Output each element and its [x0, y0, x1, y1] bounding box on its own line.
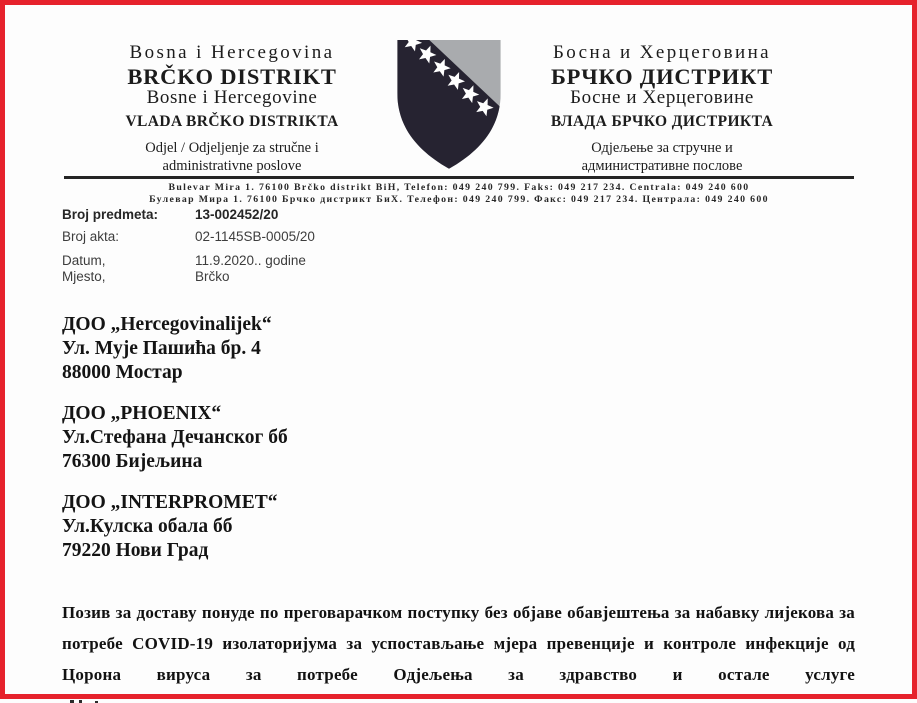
country-name-cyrillic: Босна и Херцеговина [552, 42, 771, 63]
recipient-city: 88000 Мостар [62, 362, 183, 383]
case-metadata [62, 207, 315, 284]
header-divider-rule [64, 176, 854, 179]
act-number-label: Broj akta: [62, 229, 120, 244]
recipient-name: ДОО „Hercegovinalijek“ [62, 314, 272, 335]
date-label: Datum, [62, 253, 106, 268]
recipient-hercegovinalijek [62, 313, 288, 385]
government-name-cyrillic: ВЛАДА БРЧКО ДИСТРИКТА [550, 113, 774, 130]
place-label: Mjesto, [62, 269, 106, 284]
recipient-name: ДОО „PHOENIX“ [62, 403, 222, 424]
recipient-name: ДОО „INTERPROMET“ [62, 492, 278, 513]
subject-paragraph: Позив за доставу понуде по преговарачком поступку без објаве обавјештења за набавку лијекова за потребе COVID-19 изолаторијума за успостављање мјера превенције и контроле инфекције од Цорона вируса за потребе Одјељења за здравство и остале услуге [62, 603, 855, 684]
act-number-row [62, 229, 315, 244]
recipient-street: Ул. Мује Пашића бр. 4 [62, 338, 261, 359]
place-value: Brčko [195, 269, 230, 284]
department-line1-cyrillic: Одјељење за стручне и [591, 140, 733, 156]
case-number-value: 13-002452/20 [195, 207, 279, 222]
case-number-label: Broj predmeta: [62, 207, 159, 222]
recipient-street: Ул.Кулска обала бб [62, 516, 233, 537]
place-row [62, 269, 315, 284]
contact-info [62, 182, 856, 205]
recipient-street: Ул.Стефана Дечанског бб [62, 427, 288, 448]
recipient-phoenix [62, 402, 288, 474]
recipient-list [62, 313, 288, 580]
recipient-city: 79220 Нови Град [62, 540, 209, 561]
coat-of-arms-shield-stars-icon [394, 37, 504, 179]
case-number-row [62, 207, 315, 222]
header-cyrillic [503, 42, 821, 175]
date-row [62, 253, 315, 268]
date-value: 11.9.2020.. godine [195, 253, 306, 268]
government-name-latin: VLADA BRČKO DISTRIKTA [125, 113, 339, 130]
recipient-interpromet [62, 491, 288, 563]
district-sub-cyrillic: Босне и Херцеговине [570, 87, 754, 108]
department-line2-latin: administrativne poslove [162, 158, 302, 174]
contact-line-cyrillic: Булевар Мира 1. 76100 Брчко дистрикт БиХ. Телефон: 049 240 799. Факс: 049 217 234. Централа: 049 240 600 [149, 193, 769, 205]
district-name-latin: BRČKO DISTRIKT [127, 64, 337, 89]
country-name-latin: Bosna i Hercegovina [129, 42, 335, 63]
district-sub-latin: Bosne i Hercegovine [146, 87, 318, 108]
contact-line-latin: Bulevar Mira 1. 76100 Brčko distrikt BiH, Telefon: 049 240 799. Faks: 049 217 234. Centrala: 049 240 600 [168, 182, 750, 193]
department-line1-latin: Odjel / Odjeljenje za stručne i [145, 140, 319, 156]
district-name-cyrillic: БРЧКО ДИСТРИКТ [550, 64, 774, 89]
header-latin [58, 42, 406, 175]
recipient-city: 76300 Бијељина [62, 451, 203, 472]
department-line2-cyrillic: административне послове [581, 158, 743, 174]
act-number-value: 02-1145SB-0005/20 [195, 229, 315, 244]
